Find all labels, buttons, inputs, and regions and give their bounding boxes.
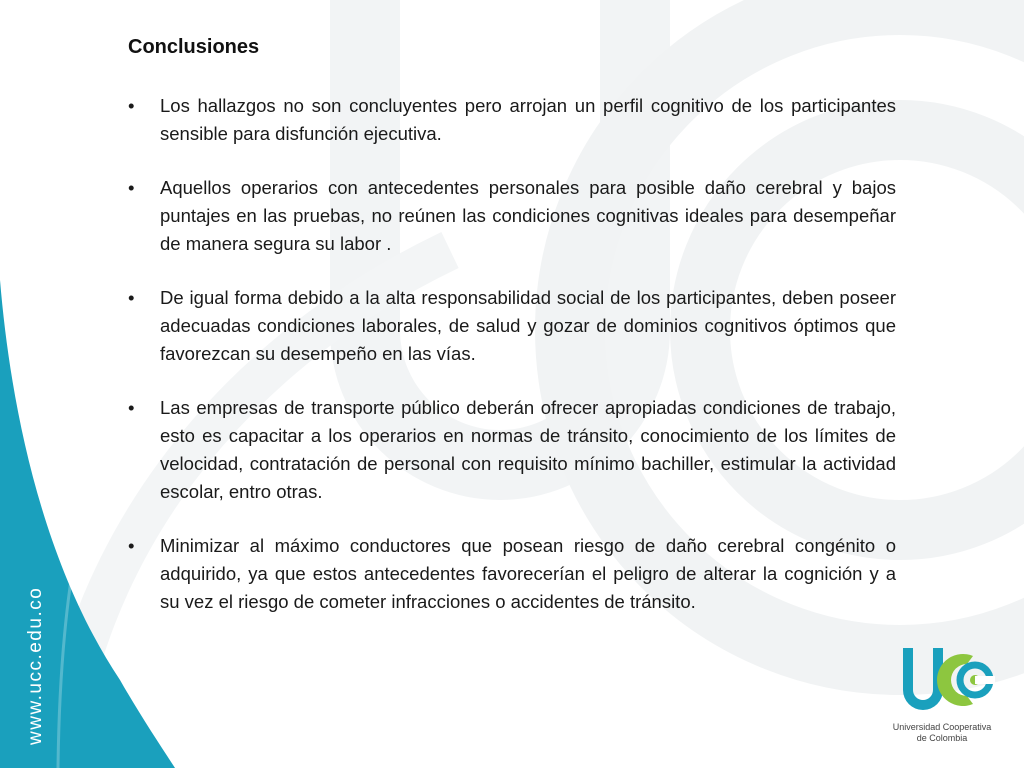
slide-content: [128, 36, 896, 642]
bullet-text: Aquellos operarios con antecedentes personales para posible daño cerebral y bajos puntajes en las pruebas, no reúnen las condiciones cognitivas ideales para desempeñar de manera segura su labor .: [160, 177, 896, 254]
bullet-text: Las empresas de transporte público deberán ofrecer apropiadas condiciones de trabajo, esto es capacitar a los operarios en normas de tránsito, conocimiento de los límites de velocidad, contratación de personal con requisito mínimo bachiller, estimular la actividad escolar, entro otras.: [160, 397, 896, 502]
bullet-item: [128, 174, 896, 258]
website-url[interactable]: www.ucc.edu.co: [25, 586, 46, 745]
slide-title: Conclusiones: [128, 36, 260, 58]
bullet-text: De igual forma debido a la alta responsabilidad social de los participantes, deben poseer adecuadas condiciones laborales, de salud y gozar de dominios cognitivos óptimos que favorezcan su desempeño en las vías.: [160, 287, 896, 364]
bullet-marker: •: [128, 535, 135, 556]
bullet-marker: •: [128, 397, 135, 418]
logo-name-line2: de Colombia: [916, 733, 968, 743]
bullet-marker: •: [128, 287, 135, 308]
bullet-item: [128, 394, 896, 506]
logo-university-name: [886, 722, 998, 744]
bullet-text: Minimizar al máximo conductores que posean riesgo de daño cerebral congénito o adquirido, ya que estos antecedentes favorecerían el peligro de alterar la cognición y a su vez el riesgo de cometer infracciones o accidentes de tránsito.: [160, 535, 896, 612]
bullet-text: Los hallazgos no son concluyentes pero arrojan un perfil cognitivo de los participantes sensible para disfunción ejecutiva.: [160, 95, 896, 144]
bullet-marker: •: [128, 177, 135, 198]
bullet-marker: •: [128, 95, 135, 116]
logo-c-gap: [975, 676, 995, 684]
bullet-item: [128, 284, 896, 368]
bullet-list: [128, 92, 896, 616]
bullet-item: [128, 532, 896, 616]
logo-u-letter: [903, 648, 943, 710]
bullet-item: [128, 92, 896, 148]
logo-name-line1: Universidad Cooperativa: [892, 722, 992, 732]
